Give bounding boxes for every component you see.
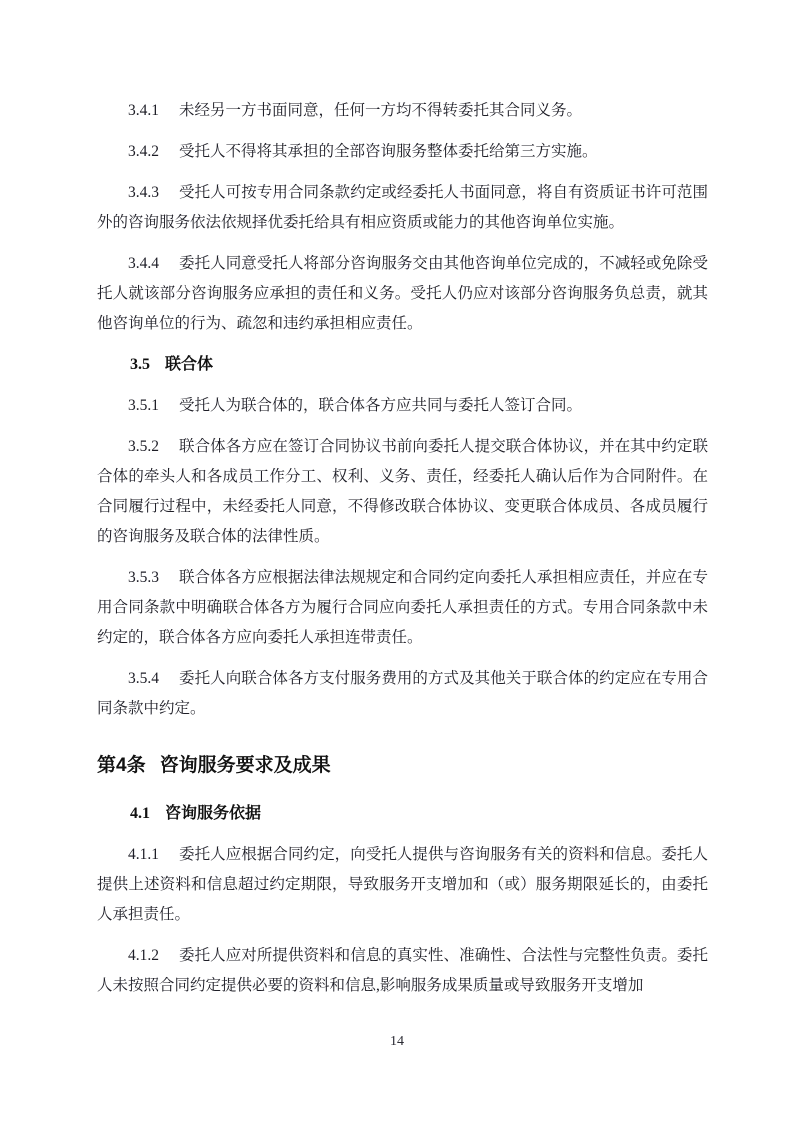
clause-text: 受托人不得将其承担的全部咨询服务整体委托给第三方实施。 [179, 143, 598, 160]
clause-number: 3.5.3 [128, 569, 159, 586]
section-heading [97, 350, 708, 380]
clause-text: 联合体 [165, 356, 214, 373]
clause-number: 3.4.3 [128, 184, 159, 201]
clause-number: 4.1 [130, 805, 150, 822]
clause-number: 3.5.1 [128, 397, 159, 414]
clause-paragraph [97, 137, 708, 167]
clause-number: 4.1.2 [128, 947, 159, 964]
clause-text: 未经另一方书面同意，任何一方均不得转委托其合同义务。 [179, 102, 583, 119]
clause-paragraph [97, 432, 708, 552]
clause-paragraph [97, 664, 708, 724]
clause-text: 委托人同意受托人将部分咨询服务交由其他咨询单位完成的，不减轻或免除受托人就该部分咨询服务应承担的责任和义务。受托人仍应对该部分咨询服务负总责，就其他咨询单位的行为、疏忽和违约承担相应责任。 [97, 255, 708, 332]
page-footer [0, 1034, 794, 1050]
clause-text: 咨询服务要求及成果 [159, 755, 331, 776]
clause-number: 3.5.2 [128, 438, 159, 455]
clause-text: 咨询服务依据 [165, 805, 262, 822]
clause-paragraph [97, 178, 708, 238]
clause-paragraph [97, 96, 708, 126]
clause-number: 3.4.1 [128, 102, 159, 119]
chapter-heading [97, 751, 708, 781]
clause-paragraph [97, 391, 708, 421]
clause-text: 委托人应对所提供资料和信息的真实性、准确性、合法性与完整性负责。委托人未按照合同约定提供必要的资料和信息,影响服务成果质量或导致服务开支增加 [97, 947, 708, 994]
page-number: 14 [390, 1034, 404, 1049]
clause-text: 委托人应根据合同约定，向受托人提供与咨询服务有关的资料和信息。委托人提供上述资料和信息超过约定期限，导致服务开支增加和（或）服务期限延长的，由委托人承担责任。 [97, 846, 708, 923]
clause-number: 第4条 [97, 755, 146, 776]
clause-text: 受托人为联合体的，联合体各方应共同与委托人签订合同。 [179, 397, 583, 414]
contract-clauses [97, 96, 708, 1001]
clause-number: 3.4.2 [128, 143, 159, 160]
clause-paragraph [97, 840, 708, 930]
clause-text: 联合体各方应根据法律法规规定和合同约定向委托人承担相应责任，并应在专用合同条款中明确联合体各方为履行合同应向委托人承担责任的方式。专用合同条款中未约定的，联合体各方应向委托人承担连带责任。 [97, 569, 708, 646]
clause-number: 3.4.4 [128, 255, 159, 272]
section-heading [97, 799, 708, 829]
clause-number: 3.5 [130, 356, 150, 373]
clause-text: 受托人可按专用合同条款约定或经委托人书面同意，将自有资质证书许可范围外的咨询服务依法依规择优委托给具有相应资质或能力的其他咨询单位实施。 [97, 184, 708, 231]
clause-paragraph [97, 941, 708, 1001]
clause-text: 委托人向联合体各方支付服务费用的方式及其他关于联合体的约定应在专用合同条款中约定。 [97, 670, 708, 717]
clause-paragraph [97, 249, 708, 339]
clause-number: 3.5.4 [128, 670, 159, 687]
clause-number: 4.1.1 [128, 846, 159, 863]
clause-paragraph [97, 563, 708, 653]
clause-text: 联合体各方应在签订合同协议书前向委托人提交联合体协议，并在其中约定联合体的牵头人和各成员工作分工、权利、义务、责任，经委托人确认后作为合同附件。在合同履行过程中，未经委托人同意，不得修改联合体协议、变更联合体成员、各成员履行的咨询服务及联合体的法律性质。 [97, 438, 708, 545]
